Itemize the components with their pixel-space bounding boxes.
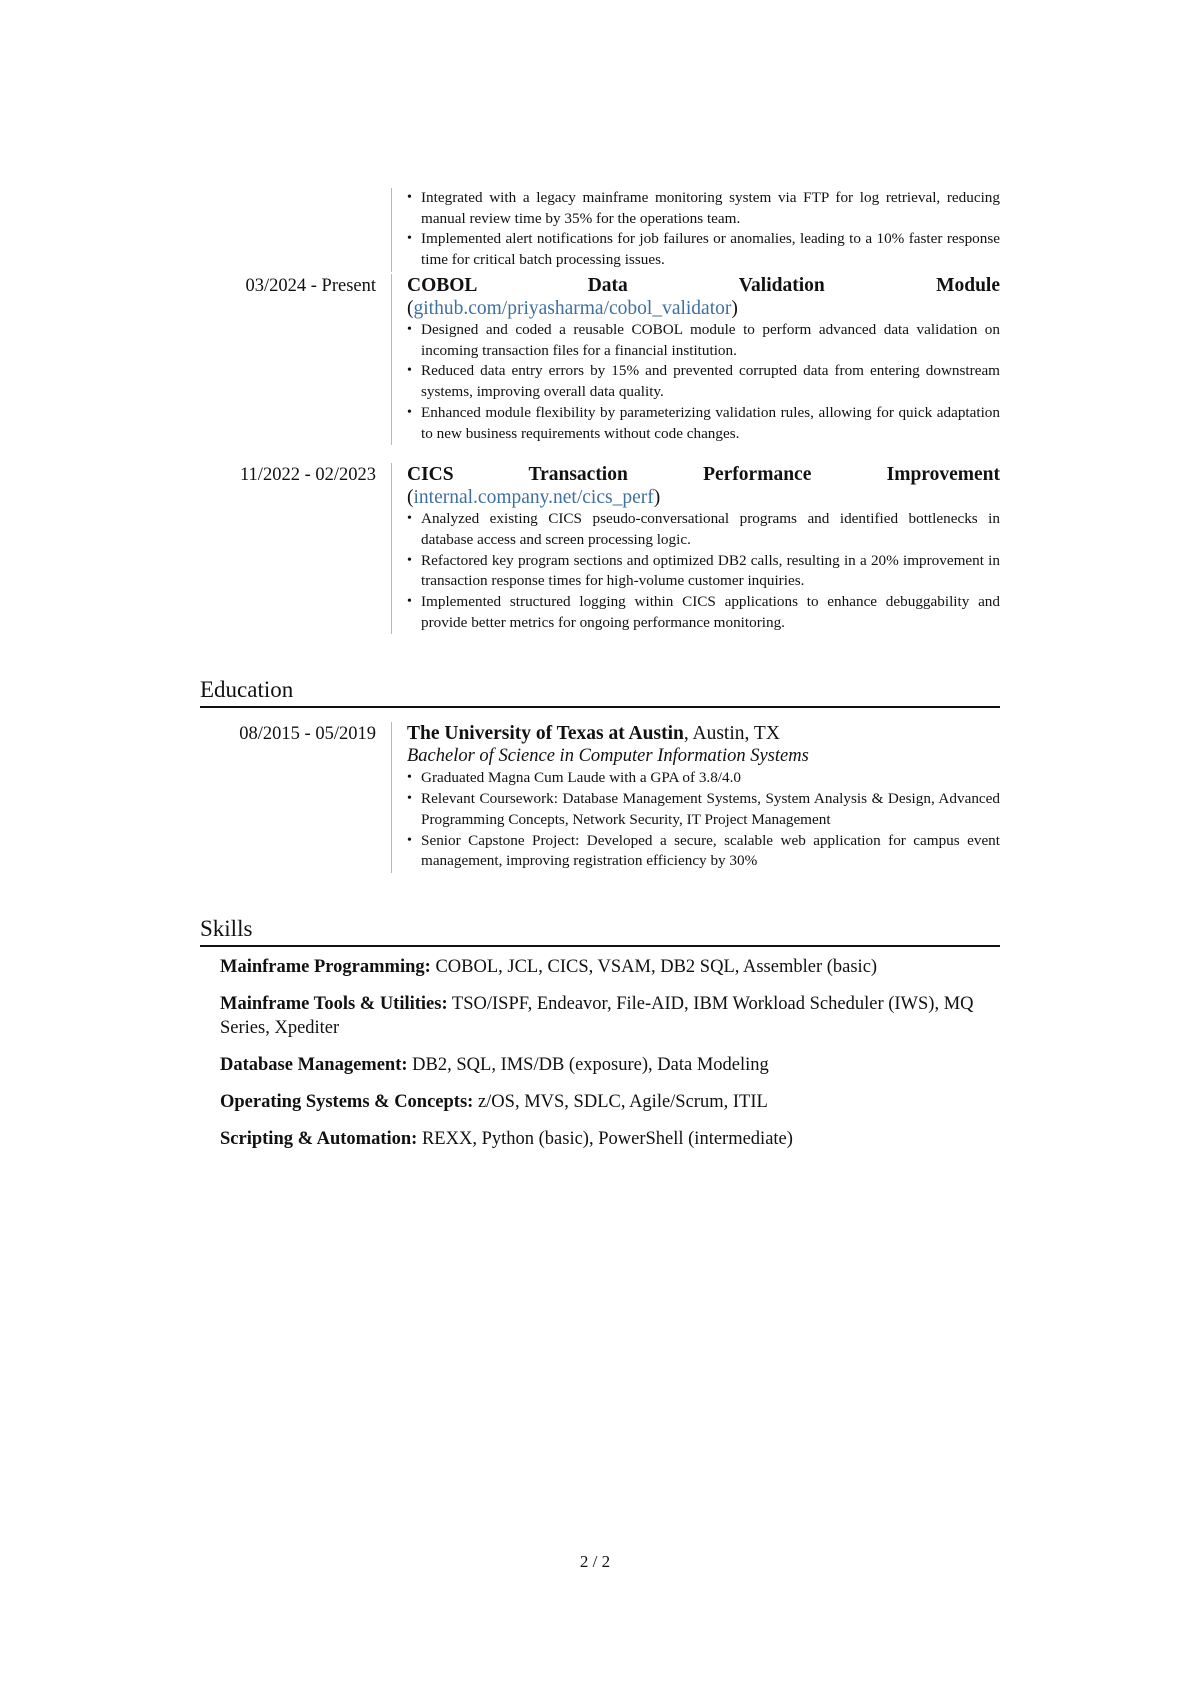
resume-content — [200, 189, 1000, 1164]
entry-body — [391, 463, 1000, 634]
link-open-paren: ( — [407, 487, 414, 509]
skill-label: Mainframe Programming: — [220, 956, 431, 977]
school-name: The University of Texas at Austin — [407, 723, 684, 745]
bullet-item: • Designed and coded a reusable COBOL module to perform advanced data validation on incoming transaction files for a financial institution. — [407, 320, 1000, 361]
project-entry — [200, 274, 1000, 445]
link-close-paren: ) — [653, 487, 661, 509]
project-link[interactable]: github.com/priyasharma/cobol_validator — [413, 298, 732, 319]
bullet-list — [407, 320, 1000, 444]
skill-row — [200, 955, 1000, 979]
skills-list — [200, 955, 1000, 1151]
bullet-item: • Analyzed existing CICS pseudo-conversational programs and identified bottlenecks in database access and screen processing logic. — [407, 509, 1000, 550]
project-title: COBOL Data Validation Module — [407, 275, 1000, 296]
bullet-item: • Implemented alert notifications for job failures or anomalies, leading to a 10% faster response time for critical batch processing issues. — [407, 229, 1000, 270]
bullet-item: • Refactored key program sections and optimized DB2 calls, resulting in a 20% improvement in transaction response times for high-volume customer inquiries. — [407, 551, 1000, 592]
link-open-paren: ( — [407, 298, 414, 319]
skill-label: Scripting & Automation: — [220, 1128, 418, 1149]
skill-row — [200, 1090, 1000, 1114]
section-heading-skills: Skills — [200, 915, 1000, 947]
bullet-list — [407, 768, 1000, 872]
skill-value: COBOL, JCL, CICS, VSAM, DB2 SQL, Assembler (basic) — [430, 956, 878, 977]
section-heading-education: Education — [200, 676, 1000, 708]
entry-body — [391, 274, 1000, 445]
skill-label: Database Management: — [220, 1054, 408, 1075]
project-entry-continued — [200, 189, 1000, 269]
entry-body — [391, 722, 1000, 873]
bullet-item: • Relevant Coursework: Database Management Systems, System Analysis & Design, Advanced Programming Concepts, Network Security, IT Project Management — [407, 789, 1000, 830]
bullet-list — [407, 509, 1000, 633]
project-title-line — [407, 463, 1000, 509]
entry-body — [391, 188, 1000, 272]
degree: Bachelor of Science in Computer Information Systems — [407, 746, 809, 767]
bullet-item: • Senior Capstone Project: Developed a secure, scalable web application for campus event management, improving registration efficiency by 30% — [407, 831, 1000, 872]
skills-section — [200, 915, 1000, 1151]
entry-date: 11/2022 - 02/2023 — [239, 465, 376, 486]
link-close-paren: ) — [731, 298, 738, 319]
project-link[interactable]: internal.company.net/cics_perf — [413, 487, 654, 509]
education-section — [200, 676, 1000, 873]
skill-value: DB2, SQL, IMS/DB (exposure), Data Modeling — [407, 1054, 769, 1075]
skill-row — [200, 992, 1000, 1040]
school-location: , Austin, TX — [683, 723, 780, 745]
bullet-list — [407, 188, 1000, 271]
project-title-line — [407, 274, 1000, 320]
entry-date: 03/2024 - Present — [245, 276, 376, 296]
project-entry — [200, 463, 1000, 634]
bullet-item: • Graduated Magna Cum Laude with a GPA of 3.8/4.0 — [407, 768, 1000, 789]
bullet-item: • Enhanced module flexibility by parameterizing validation rules, allowing for quick adaptation to new business requirements without code changes. — [407, 403, 1000, 444]
skill-label: Mainframe Tools & Utilities: — [220, 993, 448, 1014]
bullet-item: • Integrated with a legacy mainframe monitoring system via FTP for log retrieval, reducing manual review time by 35% for the operations team. — [407, 188, 1000, 229]
skill-row — [200, 1053, 1000, 1077]
entry-date: 08/2015 - 05/2019 — [239, 724, 376, 745]
skill-value: TSO/ISPF, Endeavor, File-AID, IBM Workload Scheduler (IWS), MQ Series, Xpediter — [220, 993, 974, 1038]
school-line — [407, 722, 1000, 745]
skill-value: REXX, Python (basic), PowerShell (intermediate) — [417, 1128, 793, 1149]
skill-row — [200, 1127, 1000, 1151]
bullet-item: • Reduced data entry errors by 15% and prevented corrupted data from entering downstream systems, improving overall data quality. — [407, 361, 1000, 402]
page-number: 2 / 2 — [579, 1552, 611, 1571]
skill-value: z/OS, MVS, SDLC, Agile/Scrum, ITIL — [473, 1091, 768, 1112]
bullet-item: • Implemented structured logging within CICS applications to enhance debuggability and provide better metrics for ongoing performance monitoring. — [407, 592, 1000, 633]
entry-date — [200, 192, 376, 193]
project-title: CICS Transaction Performance Improvement — [407, 464, 1000, 486]
skill-label: Operating Systems & Concepts: — [220, 1091, 474, 1112]
education-entry — [200, 722, 1000, 873]
